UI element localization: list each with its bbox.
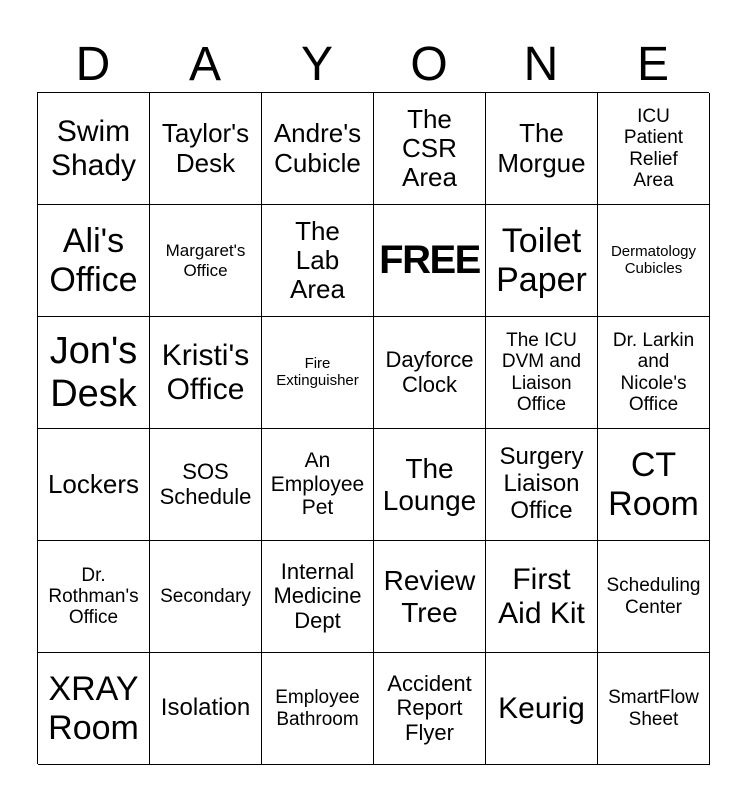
- bingo-cell-r2-c2[interactable]: [262, 317, 374, 429]
- bingo-cell-r3-c5[interactable]: [598, 429, 710, 541]
- free-label: FREE: [379, 238, 480, 283]
- bingo-header: [37, 38, 709, 92]
- cell-label: An Employee Pet: [270, 449, 365, 520]
- cell-label: Secondary: [160, 585, 251, 607]
- cell-label: Employee Bathroom: [275, 687, 360, 730]
- bingo-cell-r5-c0[interactable]: [38, 653, 150, 765]
- bingo-cell-r2-c0[interactable]: [38, 317, 150, 429]
- bingo-cell-r2-c4[interactable]: [486, 317, 598, 429]
- cell-label: Lockers: [47, 468, 140, 499]
- bingo-cell-r5-c4[interactable]: [486, 653, 598, 765]
- bingo-cell-r3-c4[interactable]: [486, 429, 598, 541]
- bingo-cell-r1-c5[interactable]: [598, 205, 710, 317]
- header-letter-o: O: [410, 38, 448, 91]
- cell-label: The Lab Area: [290, 215, 345, 305]
- header-letter-e: E: [636, 38, 669, 91]
- bingo-cell-r3-c0[interactable]: [38, 429, 150, 541]
- bingo-cell-r4-c1[interactable]: [150, 541, 262, 653]
- bingo-cell-r3-c2[interactable]: [262, 429, 374, 541]
- free-space[interactable]: [374, 205, 486, 317]
- bingo-cell-r5-c2[interactable]: [262, 653, 374, 765]
- cell-label: Kristi's Office: [161, 338, 250, 406]
- bingo-cell-r5-c5[interactable]: [598, 653, 710, 765]
- bingo-cell-r0-c5[interactable]: [598, 93, 710, 205]
- cell-label: Surgery Liaison Office: [499, 443, 584, 524]
- bingo-cell-r4-c5[interactable]: [598, 541, 710, 653]
- bingo-cell-r4-c0[interactable]: [38, 541, 150, 653]
- bingo-cell-r2-c1[interactable]: [150, 317, 262, 429]
- cell-label: Margaret's Office: [165, 241, 246, 280]
- cell-label: Accident Report Flyer: [387, 670, 472, 745]
- bingo-cell-r0-c3[interactable]: [374, 93, 486, 205]
- bingo-cell-r0-c1[interactable]: [150, 93, 262, 205]
- cell-label: Andre's Cubicle: [273, 118, 362, 178]
- bingo-cell-r1-c4[interactable]: [486, 205, 598, 317]
- cell-label: Isolation: [160, 694, 251, 722]
- bingo-cell-r0-c2[interactable]: [262, 93, 374, 205]
- cell-label: ICU Patient Relief Area: [623, 105, 684, 191]
- cell-label: Ali's Office: [49, 222, 138, 299]
- cell-label: The CSR Area: [402, 103, 457, 193]
- bingo-cell-r4-c3[interactable]: [374, 541, 486, 653]
- cell-label: Dr. Larkin and Nicole's Office: [612, 329, 695, 415]
- cell-label: Scheduling Center: [606, 575, 701, 618]
- cell-label: The Morgue: [497, 118, 586, 178]
- bingo-cell-r2-c3[interactable]: [374, 317, 486, 429]
- bingo-cell-r0-c4[interactable]: [486, 93, 598, 205]
- bingo-cell-r4-c2[interactable]: [262, 541, 374, 653]
- bingo-cell-r3-c3[interactable]: [374, 429, 486, 541]
- cell-label: Dermatology Cubicles: [610, 242, 697, 277]
- bingo-cell-r1-c2[interactable]: [262, 205, 374, 317]
- cell-label: Fire Extinguisher: [276, 354, 359, 389]
- header-letter-d: D: [75, 38, 111, 91]
- cell-label: Swim Shady: [50, 114, 137, 182]
- bingo-cell-r1-c0[interactable]: [38, 205, 150, 317]
- header-letter-a: A: [188, 38, 221, 91]
- cell-label: XRAY Room: [48, 670, 139, 747]
- header-letter-n: N: [523, 38, 559, 91]
- cell-label: Jon's Desk: [49, 329, 138, 415]
- bingo-cell-r0-c0[interactable]: [38, 93, 150, 205]
- bingo-cell-r1-c1[interactable]: [150, 205, 262, 317]
- bingo-board: [37, 92, 709, 764]
- bingo-cell-r5-c3[interactable]: [374, 653, 486, 765]
- cell-label: The Lounge: [382, 453, 477, 516]
- cell-label: Dayforce Clock: [385, 346, 474, 397]
- header-letter-y: Y: [300, 38, 333, 91]
- cell-label: SOS Schedule: [159, 458, 252, 509]
- cell-label: Internal Medicine Dept: [273, 558, 362, 633]
- cell-label: Dr. Rothman's Office: [48, 564, 139, 629]
- cell-label: SmartFlow Sheet: [608, 687, 699, 730]
- bingo-cell-r4-c4[interactable]: [486, 541, 598, 653]
- cell-label: CT Room: [608, 446, 699, 523]
- cell-label: First Aid Kit: [498, 562, 585, 630]
- cell-label: Review Tree: [383, 565, 476, 628]
- bingo-cell-r3-c1[interactable]: [150, 429, 262, 541]
- bingo-cell-r2-c5[interactable]: [598, 317, 710, 429]
- cell-label: Taylor's Desk: [161, 118, 250, 178]
- cell-label: Keurig: [498, 691, 585, 725]
- bingo-cell-r5-c1[interactable]: [150, 653, 262, 765]
- cell-label: Toilet Paper: [496, 222, 587, 299]
- cell-label: The ICU DVM and Liaison Office: [501, 329, 582, 415]
